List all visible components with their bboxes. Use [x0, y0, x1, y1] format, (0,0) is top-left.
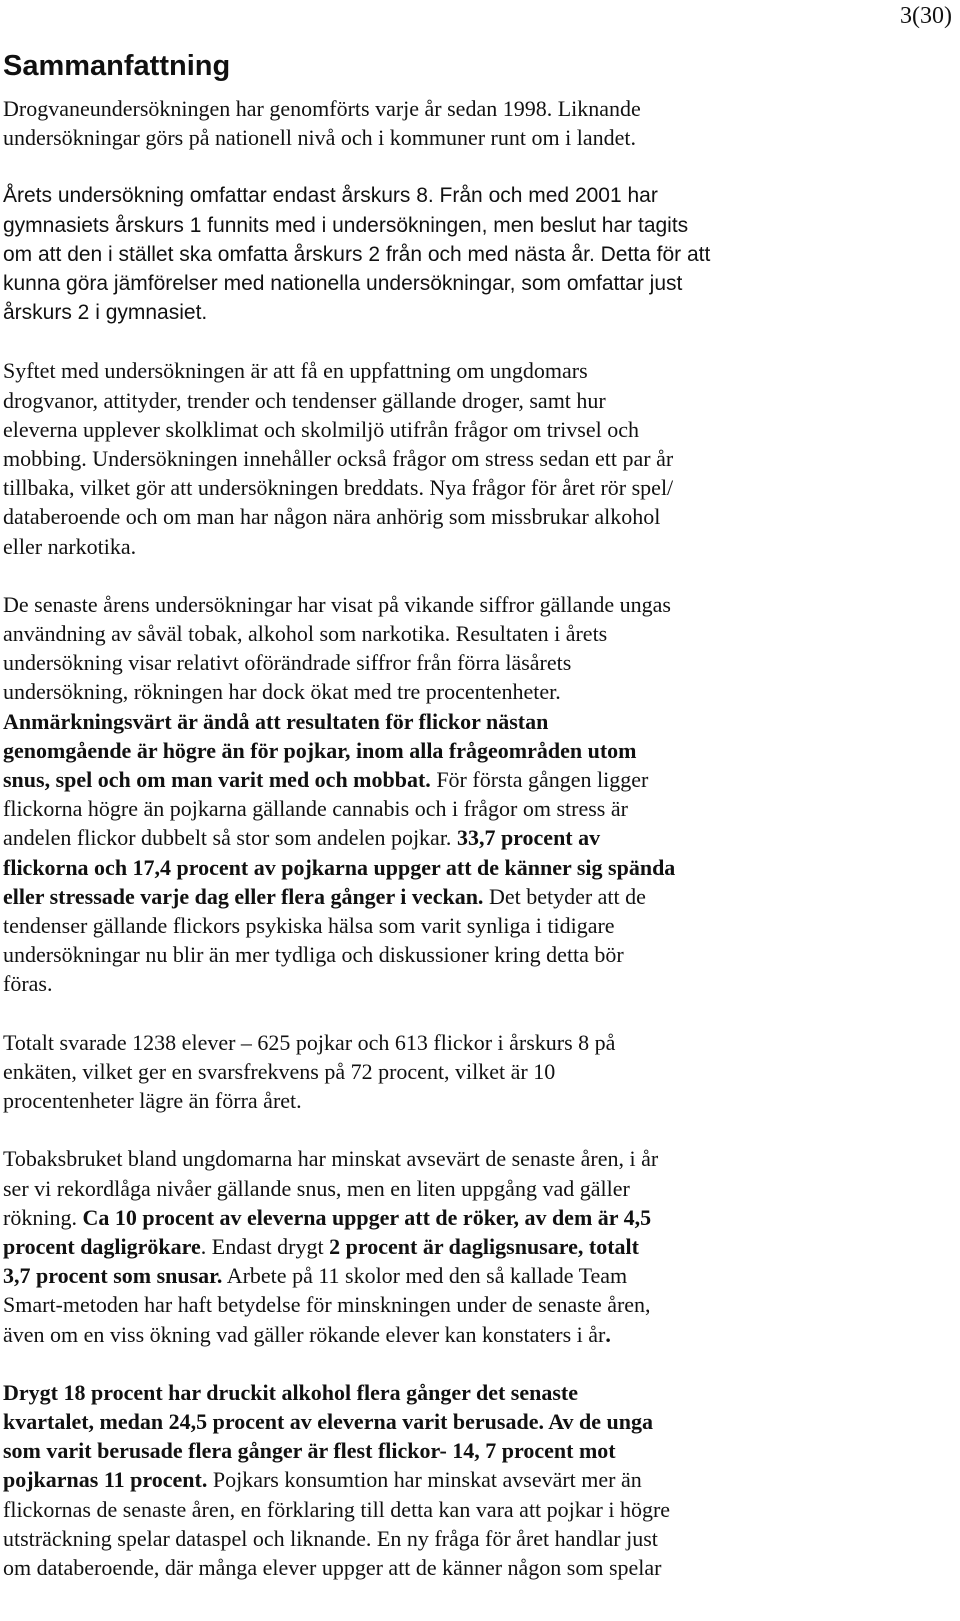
paragraph-4-bold-2: 33,7 procent av flickorna och 17,4 procent av pojkarna uppger att de känner sig spända eller stressade varje dag eller flera gånger i veckan.	[3, 825, 676, 909]
section-heading: Sammanfattning	[3, 50, 231, 82]
paragraph-4	[3, 590, 803, 999]
paragraph-6-text-2: . Endast drygt	[200, 1233, 330, 1259]
paragraph-6-text-1: Tobaksbruket bland ungdomarna har minskat avsevärt de senaste åren, i år ser vi rekordlåga nivåer gällande snus, men en liten uppgång vad gäller rökning.	[3, 1146, 659, 1230]
paragraph-4-text-2: För första gången ligger flickorna högre än pojkarna gällande cannabis och i frågor om stress är andelen flickor dubbelt så stor som andelen pojkar.	[3, 767, 649, 851]
paragraph-7-text-1: Pojkars konsumtion har minskat avsevärt mer än flickornas de senaste åren, en förklaring till detta kan vara att pojkar i högre utsträckning spelar dataspel och liknande. En ny fråga för året handlar just om databeroende, där många elever uppger att de känner någon som spelar	[3, 1467, 671, 1580]
paragraph-6-bold-3: .	[605, 1321, 611, 1347]
paragraph-6-bold-2: 2 procent är dagligsnusare, totalt 3,7 procent som snusar.	[3, 1233, 639, 1289]
paragraph-4-text-3: Det betyder att de tendenser gällande flickors psykiska hälsa som varit synliga i tidigare undersökningar nu blir än mer tydliga och diskussioner kring detta bör föras.	[3, 883, 646, 997]
paragraph-4-text-1: De senaste årens undersökningar har visat på vikande siffror gällande ungas användning av såväl tobak, alkohol som narkotika. Resultaten i årets undersökning visar relativt oförändrade siffror från förra läsårets undersökning, rökningen har dock ökat med tre procentenheter.	[3, 591, 671, 705]
paragraph-5: Totalt svarade 1238 elever – 625 pojkar och 613 flickor i årskurs 8 på enkäten, vilket ger en svarsfrekvens på 72 procent, vilket är 10 procentenheter lägre än förra året.	[3, 1029, 616, 1114]
document-body	[3, 48, 803, 1611]
paragraph-6-bold-1: Ca 10 procent av eleverna uppger att de röker, av dem är 4,5 procent dagligrökare	[3, 1204, 652, 1259]
paragraph-6-text-3: Arbete på 11 skolor med den så kallade Team Smart-metoden har haft betydelse för minskningen under de senaste åren, även om en viss ökning vad gäller rökande elever kan konstaters i år	[3, 1263, 651, 1347]
paragraph-2: Årets undersökning omfattar endast årskurs 8. Från och med 2001 har gymnasiets årskurs 1 funnits med i undersökningen, men beslut har tagits om att den i stället ska omfatta årskurs 2 från och med nästa år. Detta för att kunna göra jämförelser med nationella undersökningar, som omfattar just årskurs 2 i gymnasiet.	[3, 184, 711, 325]
paragraph-6	[3, 1144, 803, 1348]
paragraph-1: Drogvaneundersökningen har genomförts varje år sedan 1998. Liknande undersökningar görs på nationell nivå och i kommuner runt om i landet.	[3, 96, 641, 151]
paragraph-7-bold-1: Drygt 18 procent har druckit alkohol flera gånger det senaste kvartalet, medan 24,5 procent av eleverna varit berusade. Av de unga som varit berusade flera gånger är flest flickor- 14, 7 procent mot pojkarnas 11 procent.	[3, 1379, 653, 1493]
paragraph-7	[3, 1378, 803, 1582]
paragraph-4-bold-1: Anmärkningsvärt är ändå att resultaten för flickor nästan genomgående är högre än för pojkar, inom alla frågeområden utom snus, spel och om man varit med och mobbat.	[3, 708, 637, 793]
paragraph-3: Syftet med undersökningen är att få en uppfattning om ungdomars drogvanor, attityder, trender och tendenser gällande droger, samt hur eleverna upplever skolklimat och skolmiljö utifrån frågor om trivsel och mobbing. Undersökningen innehåller också frågor om stress sedan ett par år tillbaka, vilket gör att undersökningen breddats. Nya frågor för året rör spel/ databeroende och om man har någon nära anhörig som missbrukar alkohol eller narkotika.	[3, 358, 674, 559]
page-number: 3(30)	[900, 3, 952, 29]
